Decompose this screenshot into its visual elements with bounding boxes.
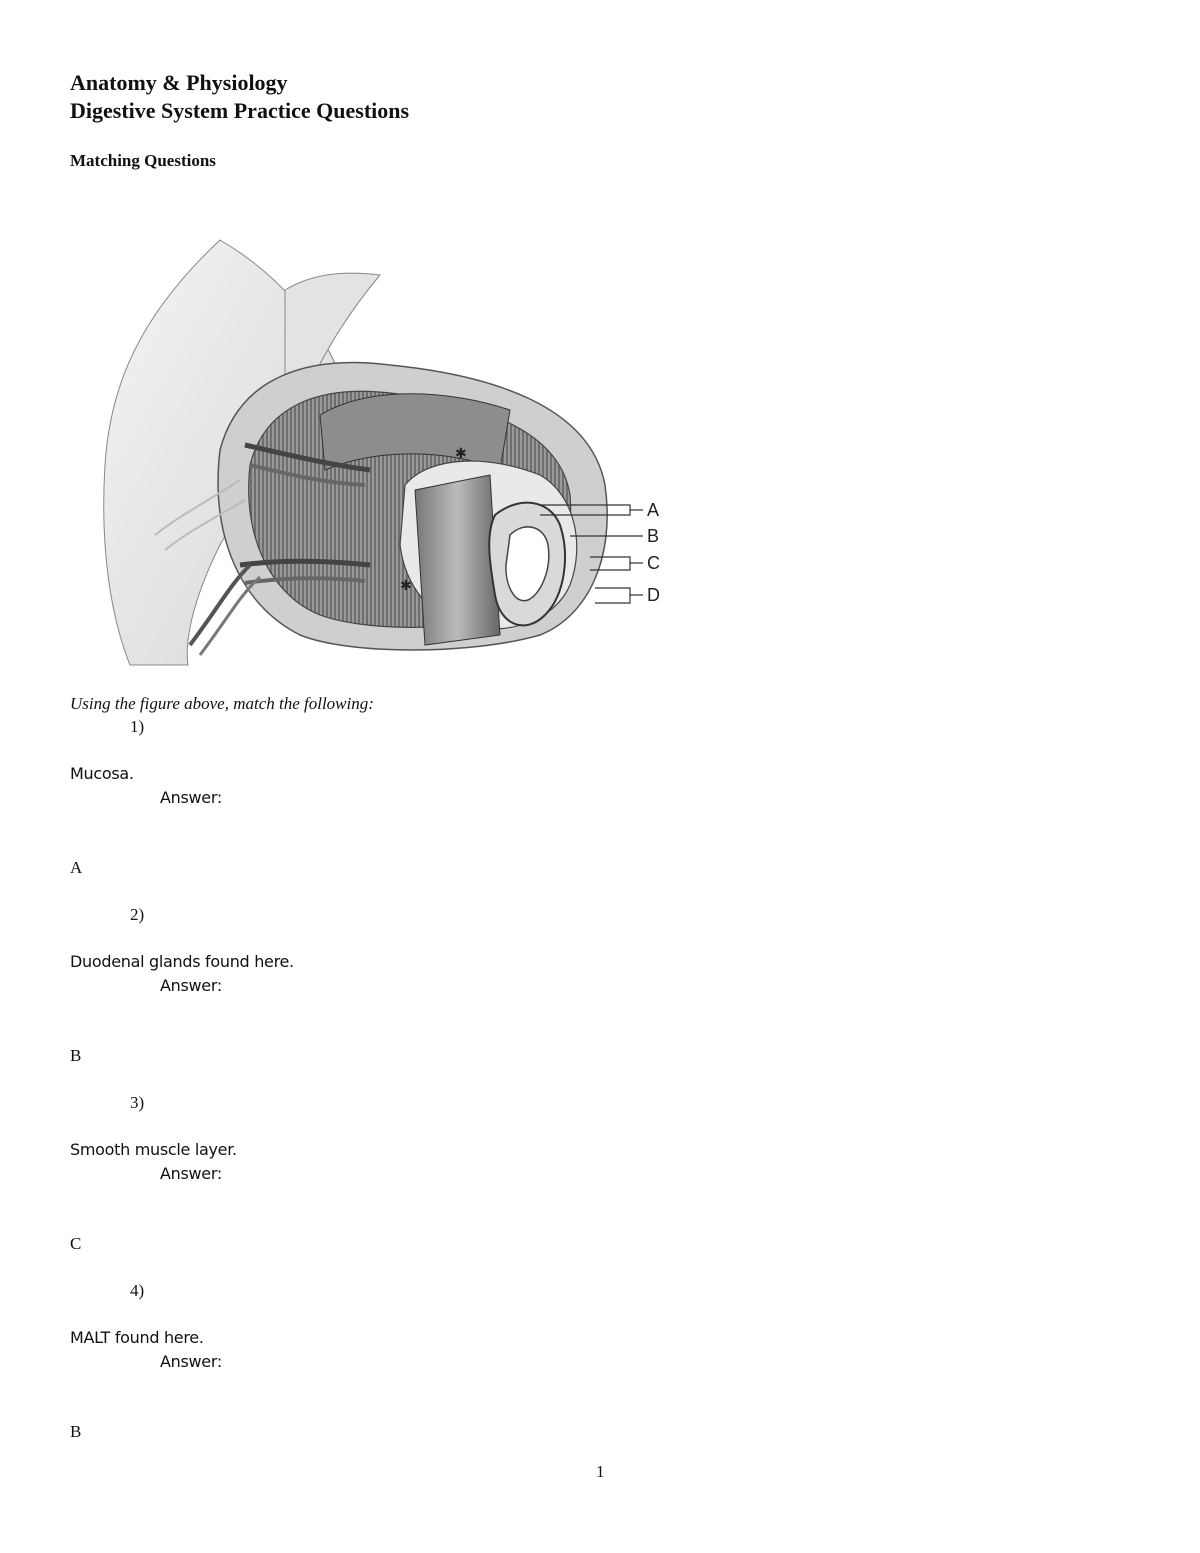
answer-label: Answer:	[160, 788, 222, 807]
answer-label: Answer:	[160, 1352, 222, 1371]
question-number: 3)	[130, 1093, 145, 1112]
question-prompt: Duodenal glands found here.	[70, 952, 294, 971]
answer-value: B	[70, 1422, 82, 1441]
page-number: 1	[596, 1462, 605, 1481]
svg-text:✱: ✱	[455, 447, 467, 462]
answer-label: Answer:	[160, 1164, 222, 1183]
answer-value: C	[70, 1234, 82, 1253]
figure-label-d: D	[647, 585, 660, 605]
question-number: 4)	[130, 1281, 145, 1300]
answer-value: B	[70, 1046, 82, 1065]
answer-value: A	[70, 858, 83, 877]
section-heading: Matching Questions	[70, 151, 216, 170]
question-number: 1)	[130, 717, 145, 736]
document-title-line2: Digestive System Practice Questions	[70, 98, 410, 123]
question-prompt: Mucosa.	[70, 764, 134, 783]
gi-wall-figure	[70, 215, 690, 670]
document-title-line1: Anatomy & Physiology	[70, 70, 288, 95]
figure-label-c: C	[647, 553, 660, 573]
answer-label: Answer:	[160, 976, 222, 995]
question-prompt: Smooth muscle layer.	[70, 1140, 237, 1159]
instructions: Using the figure above, match the following:	[70, 694, 374, 713]
question-number: 2)	[130, 905, 145, 924]
question-prompt: MALT found here.	[70, 1328, 204, 1347]
figure-label-b: B	[647, 526, 660, 546]
figure-label-a: A	[647, 500, 660, 520]
svg-text:✱: ✱	[400, 579, 412, 594]
